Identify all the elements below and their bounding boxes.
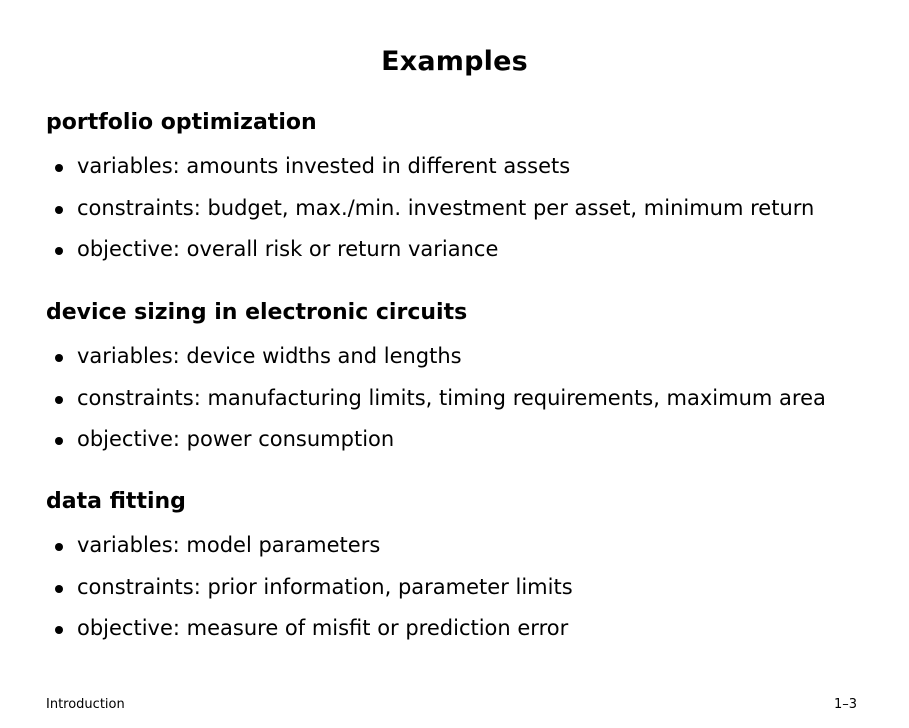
bullet-item <box>46 608 886 650</box>
bullet-item <box>46 567 886 609</box>
bullet-item <box>46 419 886 461</box>
bullet-text: objective: power consumption <box>77 427 395 451</box>
bullet-dot-icon <box>55 247 63 255</box>
bullet-dot-icon <box>55 585 63 593</box>
bullet-item <box>46 336 886 378</box>
bullet-text: constraints: prior information, parameter limits <box>77 574 573 599</box>
bullet-dot-icon <box>55 354 63 362</box>
bullet-text: objective: measure of misfit or prediction error <box>77 616 569 640</box>
footer-page-number: 1–3 <box>833 697 857 712</box>
slide-title: Examples <box>381 46 528 77</box>
bullet-dot-icon <box>55 437 63 445</box>
bullet-list <box>46 146 886 271</box>
bullet-dot-icon <box>55 206 63 214</box>
footer-section-name: Introduction <box>46 697 125 712</box>
bullet-dot-icon <box>55 626 63 634</box>
section-heading: device sizing in electronic circuits <box>46 300 468 325</box>
bullet-item <box>46 525 886 567</box>
bullet-text: constraints: manufacturing limits, timing requirements, maximum area <box>77 385 826 410</box>
bullet-list <box>46 525 886 650</box>
section-heading: data fitting <box>46 489 186 514</box>
bullet-text: variables: amounts invested in different assets <box>77 154 571 178</box>
bullet-text: objective: overall risk or return variance <box>77 237 499 261</box>
bullet-text: variables: model parameters <box>77 533 381 557</box>
bullet-text: constraints: budget, max./min. investment per asset, minimum return <box>77 195 815 220</box>
bullet-item <box>46 229 886 271</box>
bullet-dot-icon <box>55 164 63 172</box>
bullet-list <box>46 336 886 461</box>
bullet-item <box>46 378 886 420</box>
bullet-text: variables: device widths and lengths <box>77 344 462 368</box>
bullet-dot-icon <box>55 396 63 404</box>
bullet-dot-icon <box>55 543 63 551</box>
section-heading: portfolio optimization <box>46 110 317 135</box>
bullet-item <box>46 188 886 230</box>
section-device-sizing <box>46 298 886 461</box>
section-portfolio-optimization <box>46 108 886 271</box>
section-data-fitting <box>46 487 886 650</box>
bullet-item <box>46 146 886 188</box>
